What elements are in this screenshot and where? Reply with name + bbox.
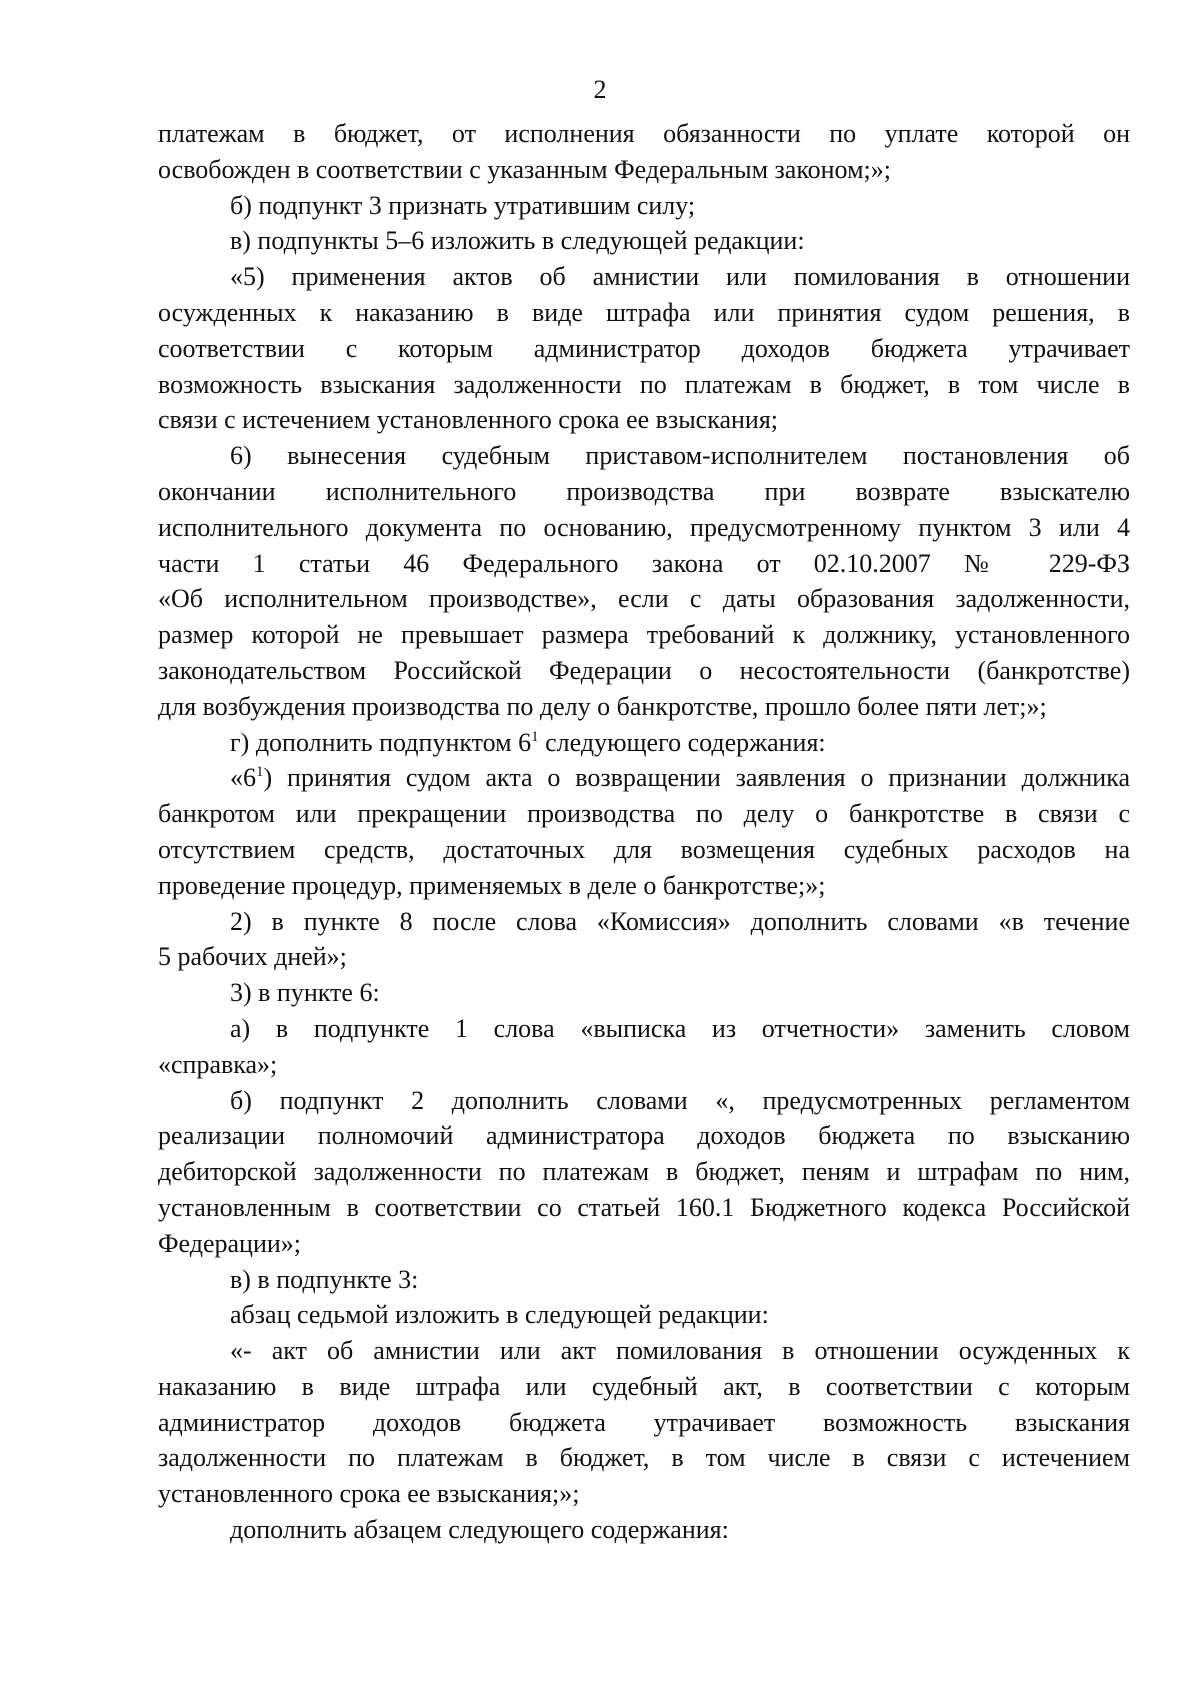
text-line: соответствии с которым администратор доходов бюджета утрачивает (158, 333, 1130, 363)
text-line (158, 760, 1130, 796)
text-line: размер которой не превышает размера требований к должнику, установленного (158, 620, 1130, 650)
text-line: платежам в бюджет, от исполнения обязанности по уплате которой он (158, 119, 1130, 148)
text-line: отсутствием средств, достаточных для возмещения судебных расходов на (158, 834, 1130, 864)
text-line: дополнить абзацем следующего содержания: (230, 1515, 729, 1545)
text-line: наказанию в виде штрафа или судебный акт, в соответствии с которым (158, 1371, 1130, 1401)
paragraph-abzac-7 (158, 1297, 1130, 1333)
paragraph-item-5 (158, 259, 1130, 438)
paragraph-item-6 (158, 438, 1130, 724)
text-segment: «6 (230, 763, 256, 793)
text-line: законодательством Российской Федерации о несостоятельности (банкротстве) (158, 655, 1130, 685)
text-segment: г) дополнить подпунктом 6 (230, 727, 532, 757)
text-line: освобожден в соответствии с указанным Федеральным законом;»; (158, 154, 891, 184)
text-line: задолженности по платежам в бюджет, в том числе в связи с истечением (158, 1443, 1130, 1473)
paragraph-subitem-v (158, 223, 1130, 259)
text-line (158, 725, 1130, 761)
text-line: 6) вынесения судебным приставом-исполнителем постановления об (230, 441, 1130, 471)
text-line: реализации полномочий администратора доходов бюджета по взысканию (158, 1121, 1130, 1151)
paragraph-subitem-b2 (158, 1083, 1130, 1262)
paragraph-subitem-g (158, 725, 1130, 761)
text-line: банкротом или прекращении производства по делу о банкротстве в связи с (158, 799, 1130, 829)
text-line: окончании исполнительного производства при возврате взыскателю (158, 476, 1130, 506)
text-line: «Об исполнительном производстве», если с даты образования задолженности, (158, 584, 1130, 614)
text-line: возможность взыскания задолженности по платежам в бюджет, в том числе в (158, 369, 1130, 399)
superscript: 1 (256, 764, 264, 781)
paragraph-item-6-1 (158, 760, 1130, 903)
text-segment: ) принятия судом акта о возвращении заявления о признании должника (263, 763, 1130, 793)
text-line: «- акт об амнистии или акт помилования в отношении осужденных к (230, 1336, 1130, 1366)
text-line: абзац седьмой изложить в следующей редакции: (230, 1300, 769, 1330)
paragraph-item-2 (158, 904, 1130, 976)
document-body (158, 116, 1130, 1548)
paragraph-subitem-b (158, 188, 1130, 224)
paragraph-subitem-a (158, 1011, 1130, 1083)
text-line: б) подпункт 3 признать утратившим силу; (230, 190, 696, 220)
superscript: 1 (531, 728, 539, 745)
text-line: дебиторской задолженности по платежам в бюджет, пеням и штрафам по ним, (158, 1157, 1130, 1187)
text-line: Федерации»; (158, 1228, 302, 1258)
paragraph-continuation (158, 116, 1130, 188)
text-line: установленным в соответствии со статьей 160.1 Бюджетного кодекса Российской (158, 1192, 1130, 1222)
text-line: 2) в пункте 8 после слова «Комиссия» дополнить словами «в течение (230, 906, 1130, 936)
paragraph-item-3 (158, 975, 1130, 1011)
text-line: «5) применения актов об амнистии или помилования в отношении (230, 262, 1130, 292)
text-line: в) в подпункте 3: (230, 1264, 419, 1294)
text-line: б) подпункт 2 дополнить словами «, предусмотренных регламентом (230, 1085, 1130, 1115)
text-line: «справка»; (158, 1049, 278, 1079)
text-line: связи с истечением установленного срока ее взыскания; (158, 405, 779, 435)
text-line: а) в подпункте 1 слова «выписка из отчетности» заменить словом (230, 1013, 1130, 1043)
text-line: установленного срока ее взыскания;»; (158, 1479, 580, 1509)
text-line: администратор доходов бюджета утрачивает возможность взыскания (158, 1407, 1130, 1437)
text-line: 3) в пункте 6: (230, 978, 380, 1008)
paragraph-subitem-v2 (158, 1262, 1130, 1298)
paragraph-quoted-act (158, 1333, 1130, 1512)
text-line: части 1 статьи 46 Федерального закона от 02.10.2007 № 229-ФЗ (158, 548, 1130, 578)
text-line: проведение процедур, применяемых в деле о банкротстве;»; (158, 870, 826, 900)
text-segment: следующего содержания: (538, 727, 826, 757)
text-line: осужденных к наказанию в виде штрафа или принятия судом решения, в (158, 297, 1130, 327)
text-line: для возбуждения производства по делу о банкротстве, прошло более пяти лет;»; (158, 691, 1047, 721)
page-number: 2 (593, 75, 607, 104)
text-line: в) подпункты 5–6 изложить в следующей редакции: (230, 226, 805, 256)
paragraph-add-abzac (158, 1512, 1130, 1548)
text-line: 5 рабочих дней»; (158, 942, 347, 972)
text-line: исполнительного документа по основанию, предусмотренному пунктом 3 или 4 (158, 512, 1130, 542)
